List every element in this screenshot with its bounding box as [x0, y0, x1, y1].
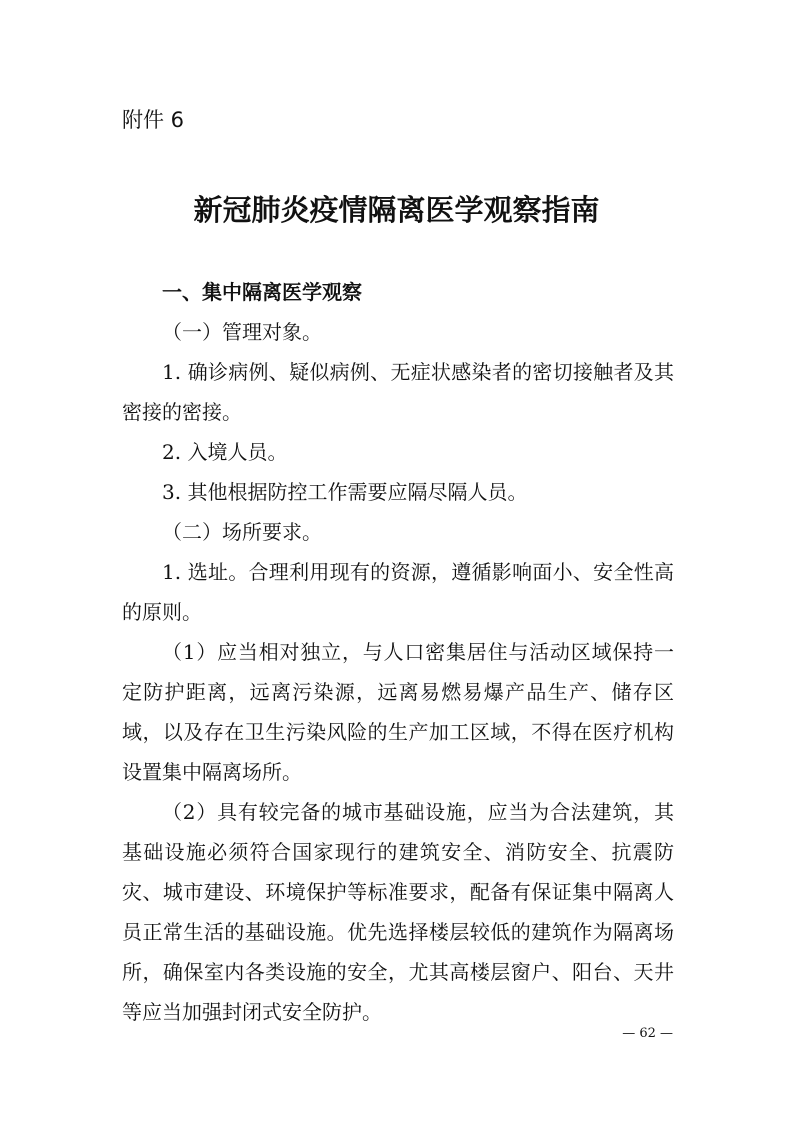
paragraph: （1）应当相对独立，与人口密集居住与活动区域保持一定防护距离，远离污染源，远离易燃易爆产品生产、储存区域，以及存在卫生污染风险的生产加工区域，不得在医疗机构设置集中隔离场所。: [122, 640, 674, 784]
document-title: 新冠肺炎疫情隔离医学观察指南: [193, 193, 600, 227]
attachment-label: 附件 6: [122, 108, 185, 132]
document-body: [122, 272, 674, 1032]
paragraph: 2. 入境人员。: [162, 440, 288, 464]
subsection-heading: （一）管理对象。: [162, 320, 322, 344]
paragraph: 3. 其他根据防控工作需要应隔尽隔人员。: [162, 480, 528, 504]
paragraph: 1. 选址。合理利用现有的资源，遵循影响面小、安全性高的原则。: [122, 560, 674, 624]
paragraph: （2）具有较完备的城市基础设施，应当为合法建筑，其基础设施必须符合国家现行的建筑安全、消防安全、抗震防灾、城市建设、环境保护等标准要求，配备有保证集中隔离人员正常生活的基础设施。优先选择楼层较低的建筑作为隔离场所，确保室内各类设施的安全，尤其高楼层窗户、阳台、天井等应当加强封闭式安全防护。: [122, 800, 674, 1024]
section-heading: 一、集中隔离医学观察: [162, 280, 362, 304]
paragraph: 1. 确诊病例、疑似病例、无症状感染者的密切接触者及其密接的密接。: [122, 360, 674, 424]
subsection-heading: （二）场所要求。: [162, 520, 322, 544]
page-number: — 62 —: [622, 1026, 673, 1041]
